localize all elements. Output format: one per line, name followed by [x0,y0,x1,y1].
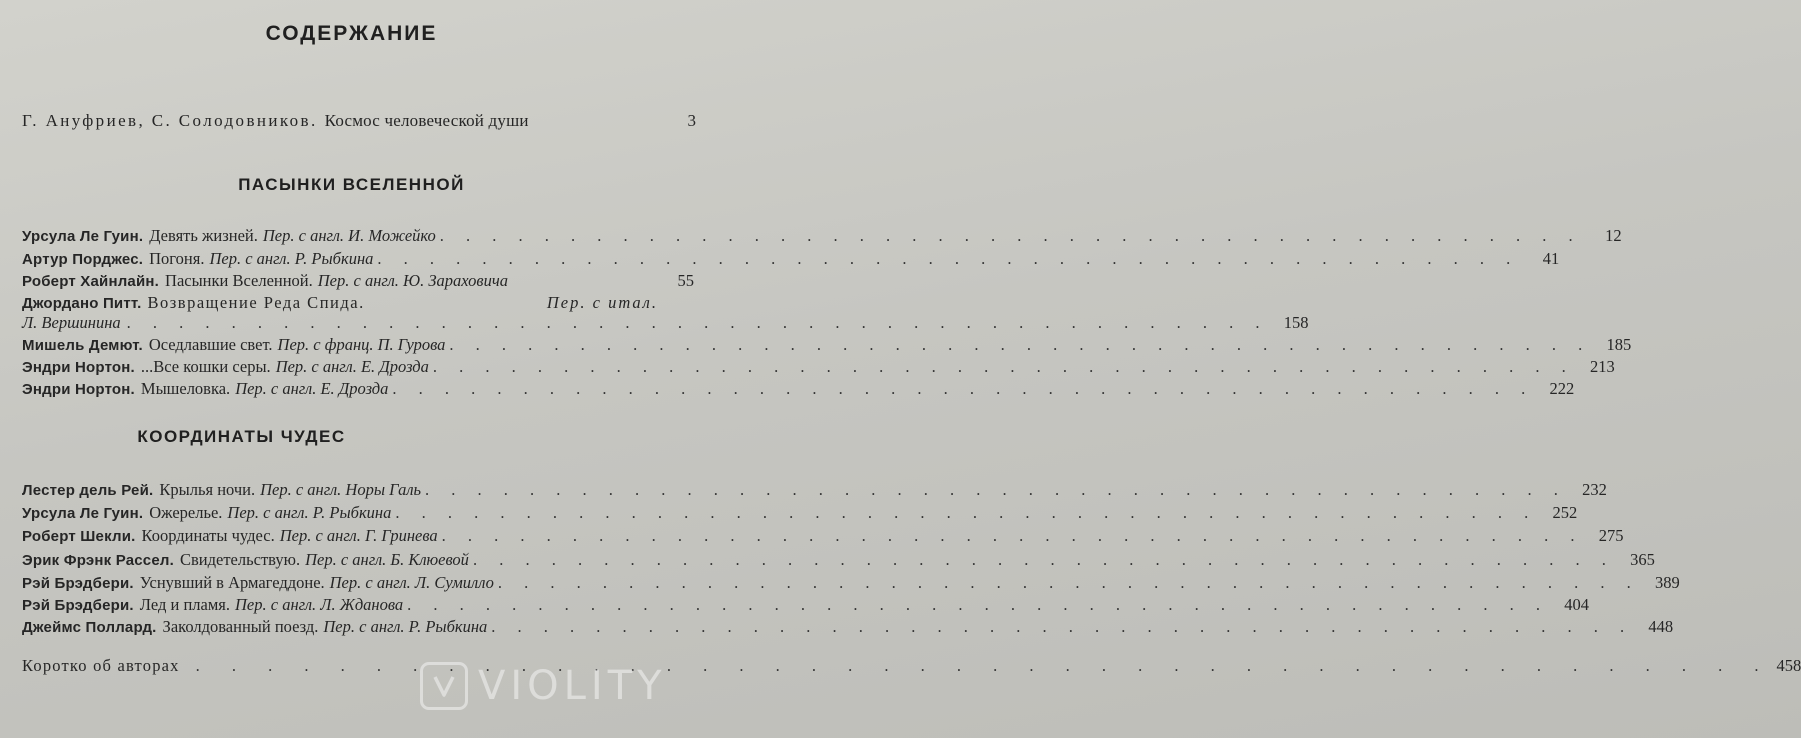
toc-entry [22,271,694,291]
section-title-pasynki: ПАСЫНКИ ВСЕЛЕННОЙ [238,175,465,194]
entry-work: Пасынки Вселенной. [165,271,313,290]
intro-authors: Г. Ануфриев, С. Солодовников. [22,111,318,130]
watermark-text: VIOLITY [478,663,667,709]
leader-dots: . . . . . . . . . . . . . . . . . . . . . . . . . . . . . . . . . . . . . . . . . . . . [195,656,1773,675]
entry-translation: Пер. с англ. Ю. Зараховича [317,271,508,290]
leader-dots: . . . . . . . . . . . . . . . . . . . . . . . . . . . . . . . . . . . . . . . . . . . . [395,503,1538,522]
leader-dots: . . . . . . . . . . . . . . . . . . . . . . . . . . . . . . . . . . . . . . . . . . . . [407,595,1550,614]
entry-translation: Пер. с англ. И. Можейко [262,226,436,245]
about-authors-label: Коротко об авторах [22,656,180,675]
toc-entry [22,293,694,313]
entry-author: Артур Порджес. [22,251,144,268]
leader-dots: . . . . . . . . . . . . . . . . . . . . . . . . . . . . . . . . . . . . . . . . . . . . [392,379,1535,398]
entry-author: Урсула Ле Гуин. [22,505,144,522]
entry-author: Рэй Брэдбери. [22,597,134,614]
entry-work: Возвращение Реда Спида. [147,293,365,312]
intro-entry [22,111,700,131]
watermark [420,662,667,710]
entry-author: Урсула Ле Гуин. [22,228,144,245]
entry-page-number: 222 [1549,379,1575,398]
toc-entry [22,226,1622,246]
about-authors-page-number: 458 [1776,656,1801,675]
entry-author: Эрик Фрэнк Рассел. [22,552,174,569]
entry-translation: Пер. с англ. Г. Гринева [279,526,438,545]
entry-translation: Пер. с англ. Р. Рыбкина [323,617,488,636]
entry-author: Роберт Шекли. [22,528,136,545]
leader-dots: . . . . . . . . . . . . . . . . . . . . . . . . . . . . . . . . . . . . . . . . . . . . [449,335,1592,354]
entry-page-number: 448 [1648,617,1674,636]
entry-work: Крылья ночи. [159,480,256,499]
entry-page-number: 404 [1564,595,1590,614]
entry-author: Эндри Нортон. [22,359,135,376]
toc-entry [22,526,1624,546]
entry-translation: Пер. с англ. Л. Сумилло [329,573,494,592]
entry-page-number: 12 [1605,226,1622,245]
entry-work: Погоня. [149,249,205,268]
entry-author: Джеймс Поллард. [22,619,157,636]
entry-translation: Пер. с англ. Р. Рыбкина [209,249,374,268]
entry-work: Ожерелье. [149,503,223,522]
entry-author: Эндри Нортон. [22,381,135,398]
entry-work: Мышеловка. [140,379,231,398]
toc-entry-continuation [22,313,1309,333]
entry-page-number: 275 [1598,526,1624,545]
entry-work: Лед и пламя. [139,595,230,614]
toc-entry [22,617,1674,637]
watermark-logo-icon [420,662,468,710]
entry-page-number: 252 [1552,503,1578,522]
entry-page-number: 365 [1630,550,1655,569]
entry-work: Оседлавшие свет. [148,335,273,354]
leader-dots: . . . . . . . . . . . . . . . . . . . . . . . . . . . . . . . . . . . . . . . . . . . . [432,357,1575,376]
leader-dots: . . . . . . . . . . . . . . . . . . . . . . . . . . . . . . . . . . . . . . . . . . . . [425,480,1567,499]
page-title: СОДЕРЖАНИЕ [265,22,438,45]
entry-author: Рэй Брэдбери. [22,575,134,592]
entry-work: Заколдованный поезд. [162,617,319,636]
toc-entry [22,550,1655,570]
entry-author: Лестер дель Рей. [22,482,154,499]
entry-work: Уснувший в Армагеддоне. [139,573,325,592]
entry-work: Свидетельствую. [180,550,301,569]
entry-author: Мишель Демют. [22,337,143,354]
entry-page-number: 389 [1655,573,1680,592]
intro-work: Космос человеческой души [324,111,529,130]
entry-work: ...Все кошки серы. [140,357,271,376]
leader-dots: . . . . . . . . . . . . . . . . . . . . . . . . . . . . . . . . . . . . . . . . . . . . [491,617,1634,636]
entry-translation: Пер. с франц. П. Гурова [277,335,446,354]
toc-entry [22,335,1632,355]
entry-translation: Пер. с англ. Л. Жданова [235,595,404,614]
leader-dots: . . . . . . . . . . . . . . . . . . . . . . . . . . . . . . . . . . . . . . . . . . . . [497,573,1640,592]
entry-translation: Пер. с англ. Р. Рыбкина [227,503,392,522]
entry-translation: Пер. с англ. Норы Галь [260,480,422,499]
toc-entry [22,357,1615,377]
section-title-koordinaty: КООРДИНАТЫ ЧУДЕС [137,427,346,446]
entry-translation-continuation: Л. Вершинина [22,313,121,332]
leader-dots: . . . . . . . . . . . . . . . . . . . . . . . . . . . . . . . . . . . . . . . . . . . . [472,550,1615,569]
entry-translation: Пер. с англ. Б. Клюевой [305,550,469,569]
leader-dots: . . . . . . . . . . . . . . . . . . . . . . . . . . . . . . . . . . . . . . . . . . . . [126,313,1269,332]
entry-work: Координаты чудес. [141,526,275,545]
entry-page-number: 41 [1542,249,1560,268]
leader-dots: . . . . . . . . . . . . . . . . . . . . . . . . . . . . . . . . . . . . . . . . . . . . [439,226,1582,245]
entry-translation: Пер. с итал. [546,293,658,312]
toc-entry [22,379,1575,399]
entry-author: Роберт Хайнлайн. [22,273,160,290]
toc-entry [22,595,1590,615]
entry-page-number: 232 [1582,480,1607,499]
entry-page-number: 55 [677,271,694,290]
toc-entry [22,249,1560,269]
entry-author: Джордано Питт. [22,295,142,312]
toc-entry [22,573,1680,593]
entry-work: Девять жизней. [149,226,258,245]
leader-dots: . . . . . . . . . . . . . . . . . . . . . . . . . . . . . . . . . . . . . . . . . . . . [441,526,1584,545]
toc-entry [22,503,1578,523]
leader-dots: . . . . . . . . . . . . . . . . . . . . . . . . . . . . . . . . . . . . . . . . . . . . [377,249,1520,268]
entry-page-number: 185 [1606,335,1632,354]
toc-entry [22,480,1607,500]
entry-page-number: 158 [1283,313,1309,332]
entry-page-number: 213 [1590,357,1615,376]
entry-translation: Пер. с англ. Е. Дрозда [275,357,429,376]
intro-page-number: 3 [687,111,696,130]
entry-translation: Пер. с англ. Е. Дрозда [235,379,389,398]
